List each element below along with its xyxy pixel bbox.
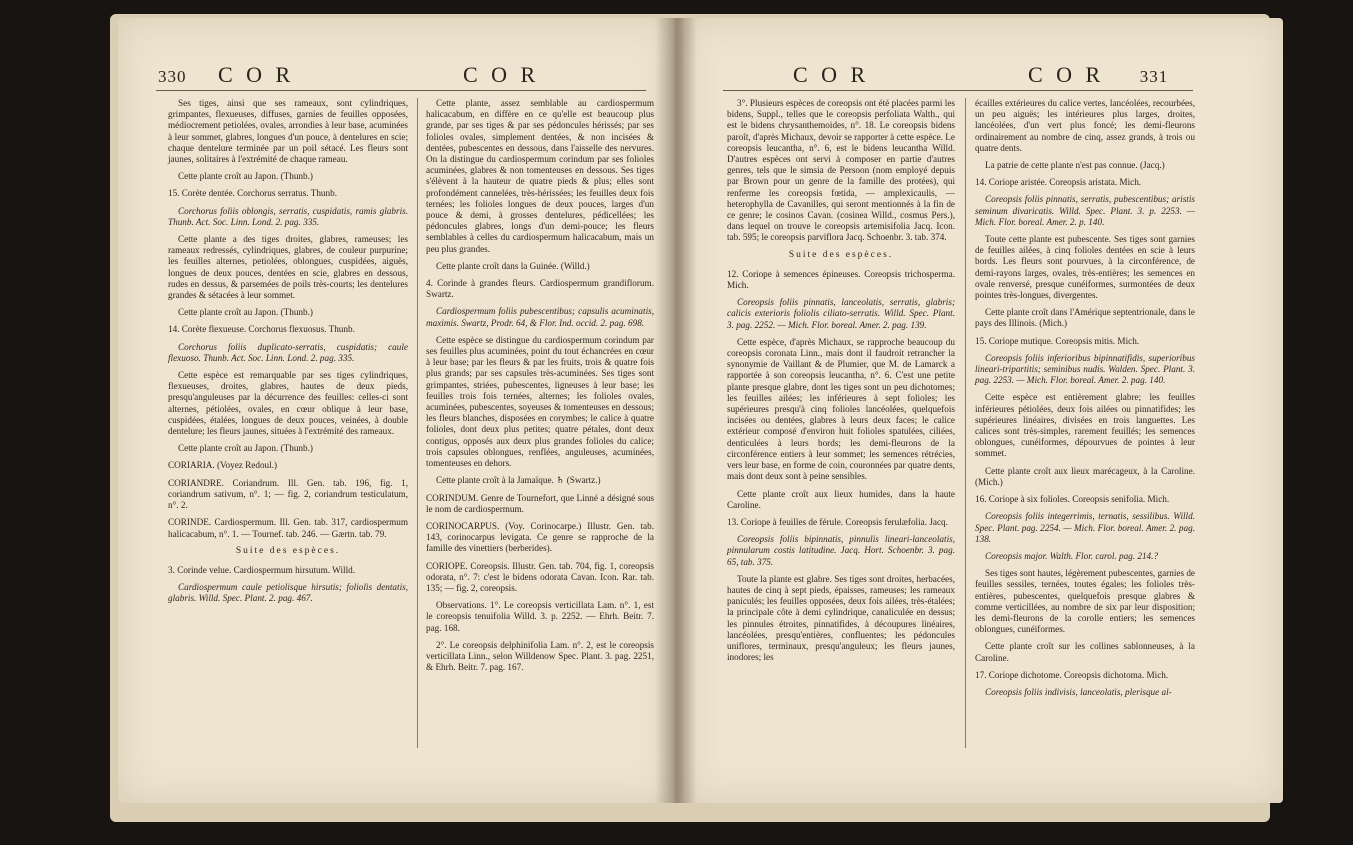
paragraph: Cardiospermum foliis pubescentibus; capsulis acuminatis, maximis. Swartz, Prodr. 64, & Flor. Ind. occid. 2. pag. 698. (426, 306, 654, 328)
header-rule (156, 90, 646, 91)
paragraph: CORIANDRE. Coriandrum. Ill. Gen. tab. 196, fig. 1, coriandrum sativum, n°. 1; — fig. 2, coriandrum testiculatum, n°. 2. (168, 477, 408, 511)
paragraph: CORINDE. Cardiospermum. Ill. Gen. tab. 317, cardiospermum halicacabum, n°. 1. — Tournef. tab. 246. — Gærtn. tab. 79. (168, 517, 408, 539)
header-rule (723, 90, 1193, 91)
column-divider (417, 98, 418, 748)
paragraph: Coreopsis foliis pinnatis, serratis, pubescentibus; aristis seminum divaricatis. Willd. Spec. Plant. 3. p. 2253. — Mich. Flor. boreal. Amer. 2. p. 140. (975, 194, 1195, 227)
paragraph: Cette plante croît au Japon. (Thunb.) (178, 307, 313, 318)
paragraph: Cette plante croît au Japon. (Thunb.) (178, 443, 313, 454)
paragraph: 14. Corète flexueuse. Corchorus flexuosus. Thunb. (168, 324, 355, 335)
paragraph: Cette plante croît aux lieux marécageux, à la Caroline. (Mich.) (975, 465, 1195, 487)
left-column-2 (426, 98, 654, 679)
paragraph: CORIARIA. (Voyez Redoul.) (168, 460, 278, 471)
paragraph: Cette espèce se distingue du cardiospermum corindum par ses feuilles plus acuminées, point du tout échancrées en cœur à leur base; par les fleurs & par les fruits, trois & quatre fois plus grands; par ses capsules très-acuminées. Ses tiges sont grimpantes, striées, pubescentes, ligneuses à leur base; les feuilles trois fois ternées, alternes; les folioles ovales, acuminées, pubescentes, soyeuses & tomenteuses en dessous; les fleurs blanches, disposées en corymbes; le calice à quatre folioles, dont deux plus petites; quatre pétales, dont deux contigus, opposés aux deux plus grandes folioles du calice; trois capsules oblongues, renflées, anguleuses, acuminées, tomenteuses en dehors. (426, 334, 654, 469)
paragraph: 3. Corinde velue. Cardiospermum hirsutum. Willd. (168, 564, 356, 575)
left-header-word-2: C O R (463, 62, 540, 87)
paragraph: Corchorus foliis oblongis, serratis, cuspidatis, ramis glabris. Thunb. Act. Soc. Linn. Lond. 2. pag. 335. (168, 205, 408, 227)
paragraph: écailles extérieures du calice vertes, lancéolées, recourbées, un peu aiguës; les intérieures plus larges, droites, lancéolées, d'un vert plus foncé; les demi-fleurons ordinairement au nombre de cinq, assez grands, à trois ou quatre dents. (975, 98, 1195, 153)
paragraph: Ses tiges, ainsi que ses rameaux, sont cylindriques, grimpantes, flexueuses, diffuses, garnies de feuilles opposées, médiocrement petiolées, ovales, arrondies à leur base, acuminées à leur sommet, glabres, longues d'un pouce, à dentelures en scie; chaque dentelure terminée par un poil sétacé. Les fleurs sont jaunes, solitaires à l'extrémité de chaque rameau. (168, 98, 408, 165)
paragraph: Coreopsis foliis indivisis, lanceolatis, plerisque al- (985, 686, 1172, 697)
paragraph: Cette plante, assez semblable au cardiospermum halicacabum, en diffère en ce qu'elle est beaucoup plus grande, par ses tiges & par ses pédoncules hérissés; par ses folioles ovales, simplement dentées, & non incisées & dentées, pubescentes en dessous, dans l'aisselle des nervures. On la distingue du cardiospermum corindum par ses folioles acuminées, glabres & non tomenteuses en dessous. Ses tiges s'élèvent à la hauteur de quatre pieds & plus; elles sont profondément cannelées, très-hérissées; les feuilles deux fois ternées; les folioles longues de deux pouces, larges d'un pouce & demi, à grosses dentelures, pédicellées; les pédoncules glabres, longs d'un demi-pouce; les fleurs semblables à celles du cardiospermum halicacabum, mais un peu plus grandes. (426, 98, 654, 254)
paragraph: Suite des espèces. (788, 249, 894, 260)
paragraph: Cette plante a des tiges droites, glabres, rameuses; les rameaux redressés, cylindriques, glabres, de couleur purpurine; les feuilles alternes, petiolées, oblongues, cuspidées, aiguës, longues de deux pouces, dentées en scie, glabres en dessous, rudes en dessus, & parsemées de poils très-courts; les dentelures grandes & sétacées à leur sommet. (168, 234, 408, 301)
paragraph: Coreopsis foliis pinnatis, lanceolatis, serratis, glabris; calicis exterioris foliolis ciliato-serratis. Willd. Spec. Plant. 3. pag. 2252. — Mich. Flor. boreal. Amer. 2. pag. 139. (727, 297, 955, 330)
right-header-word-2: C O R (1028, 62, 1105, 87)
paragraph: 2°. Le coreopsis delphinifolia Lam. n°. 2, est le coreopsis verticillata Linn., selon Willdenow Spec. Plant. 3. pag. 2251, & Ehrh. Beitr. 7. pag. 167. (426, 639, 654, 673)
paragraph: 17. Coriope dichotome. Coreopsis dichotoma. Mich. (975, 669, 1169, 680)
paragraph: 3°. Plusieurs espèces de coreopsis ont été placées parmi les bidens, Suppl., telles que le coreopsis perfoliata Walth., qui est le bidens chrysanthemoides, n°. 18. Le coreopsis bidens paroît, d'après Michaux, devoir se rapporter à cette espèce. Le coreopsis leucantha, n°. 6, est le bidens leucantha Willd. D'autres espèces ont servi à composer en partie d'autres genres, tels que le simsia de Persoon (nom employé depuis par Brown pour un genre de la famille des protées), qui renferme les coreopsis fœtida, — amplexicaulis, — heterophylla de Cavanilles, qui seront mentionnés à la fin de ce genre; le cosinos Cavan. (cosinea Willd., cosmus Pers.), dans lequel on trouve le coreopsis artemisifolia Jacq. Icon. tab. 595; le coreopsis parviflora Jacq. Schoenbr. 3. tab. 374. (727, 98, 955, 243)
column-divider (965, 98, 966, 748)
paragraph: 16. Coriope à six folioles. Coreopsis senifolia. Mich. (975, 494, 1170, 505)
paragraph: Cette plante croît aux lieux humides, dans la haute Caroline. (727, 488, 955, 510)
paragraph: Toute la plante est glabre. Ses tiges sont droites, herbacées, hautes de cinq à sept pieds, épaisses, rameuses; les rameaux paniculés; les feuilles opposées, deux fois ailées, très-étalées; la principale côte à demi cylindrique, canaliculée en dessus; les pinnules étroites, pinnatifides, à découpures linéaires, lancéolées, presqu'entières, confluentes; les pédoncules uniflores, terminaux, presqu'anguleux; les fleurs jaunes, inodores; les (727, 573, 955, 663)
paragraph: Cette plante croît sur les collines sablonneuses, à la Caroline. (975, 641, 1195, 663)
paragraph: Suite des espèces. (235, 545, 341, 556)
paragraph: Cette plante croît dans la Guinée. (Willd.) (436, 260, 590, 271)
paragraph: Coreopsis major. Walth. Flor. carol. pag. 214.? (985, 550, 1159, 561)
paragraph: 12. Coriope à semences épineuses. Coreopsis trichosperma. Mich. (727, 268, 955, 291)
paragraph: 15. Corète dentée. Corchorus serratus. Thunb. (168, 188, 337, 199)
paragraph: Cette plante croît au Japon. (Thunb.) (178, 171, 313, 182)
paragraph: Cette plante croît à la Jamaïque. ♄ (Swartz.) (436, 475, 601, 486)
left-column-1 (168, 98, 408, 611)
left-header-word: C O R (218, 62, 295, 87)
right-column-2 (975, 98, 1195, 704)
paragraph: Observations. 1°. Le coreopsis verticillata Lam. n°. 1, est le coreopsis tenuifolia Willd. 3. p. 2252. — Ehrh. Beitr. 7. pag. 168. (426, 600, 654, 633)
paragraph: Toute cette plante est pubescente. Ses tiges sont garnies de feuilles ailées, à cinq folioles dentées en scie à leurs bords. Les fleurs sont pourvues, à la circonférence, de demi-rayons larges, ovales, très-entières; les semences en ovale renversé, presque cunéiformes, surmontées de deux pointes très-longues, divergentes. (975, 234, 1195, 301)
paragraph: Corchorus foliis duplicato-serratis, cuspidatis; caule flexuoso. Thunb. Act. Soc. Linn. Lond. 2. pag. 335. (168, 341, 408, 363)
paragraph: Cette espèce est remarquable par ses tiges cylindriques, flexueuses, droites, glabres, hautes de deux pieds, presqu'anguleuses par la décurrence des feuilles: celles-ci sont alternes, pétiolées, ovales, en cœur oblique à leur base, cuspidées, étalées, longues de deux pouces, veinées, à double dentelure; les fleurs jaunes, situées à l'extrémité des rameaux. (168, 370, 408, 437)
paragraph: Cardiospermum caule petiolisque hirsutis; foliolis dentatis, glabris. Willd. Spec. Plant. 2. pag. 467. (168, 582, 408, 604)
paragraph: Cette espèce est entièrement glabre; les feuilles inférieures pétiolées, deux fois ailées ou pinnatifides; les supérieures linéaires, divisées en trois languettes. Les calices sont très-simples, rarement feuillés; les semences oblongues, cunéiformes, dépourvues de pointes à leur sommet. (975, 392, 1195, 459)
paragraph: Coreopsis foliis inferioribus bipinnatifidis, superioribus lineari-tripartitis; seminibus nudis. Walden. Spec. Plant. 3. pag. 2253. — Mich. Flor. boreal. Amer. 2. pag. 140. (975, 352, 1195, 386)
right-page (683, 18, 1283, 803)
paragraph: CORIOPE. Coreopsis. Illustr. Gen. tab. 704, fig. 1, coreopsis odorata, n°. 7: c'est le bidens odorata Cavan. Icon. Rar. tab. 135; — fig. 2, coreopsis. (426, 560, 654, 593)
paragraph: Cette espèce, d'après Michaux, se rapproche beaucoup du coreopsis coronata Linn., mais dont il faudroit retrancher la synonymie de Vaillant & de Plumier, que M. de Lamarck a rapportée à son coreopsis leucantha, n°. 6. C'est une petite plante presque glabre, dont les tiges sont un peu dichotomes; les feuilles ailées; les inférieures à sept folioles; les supérieures presqu'à cinq folioles lancéolées, quelquefois incisées ou dentées, glabres à leurs deux faces; le calice extérieur composé d'environ huit folioles spatulées, ciliées, denticulées à leurs bords; les demi-fleurons de la circonférence entiers à leur sommet; les semences rétrécies, vers leur base, en forme de coin, couronnées par quatre dents, mais dont deux sont à peine sensibles. (727, 336, 955, 482)
paragraph: 4. Corinde à grandes fleurs. Cardiospermum grandiflorum. Swartz. (426, 278, 654, 300)
right-page-number: 331 (1139, 67, 1169, 86)
paragraph: 15. Coriope mutique. Coreopsis mitis. Mich. (975, 335, 1140, 346)
left-page-header (158, 62, 294, 92)
paragraph: La patrie de cette plante n'est pas connue. (Jacq.) (985, 160, 1165, 171)
paragraph: CORINDUM. Genre de Tournefort, que Linné a désigné sous le nom de cardiospermum. (426, 492, 654, 514)
right-header-word: C O R (793, 62, 870, 87)
paragraph: 13. Coriope à feuilles de férule. Coreopsis ferulæfolia. Jacq. (727, 516, 948, 527)
paragraph: CORINOCARPUS. (Voy. Corinocarpe.) Illustr. Gen. tab. 143, corinocarpus levigata. Ce genre se rapproche de la famille des vinettiers (berberides). (426, 520, 654, 554)
left-page (118, 18, 673, 803)
left-page-number: 330 (158, 67, 187, 86)
paragraph: Coreopsis foliis integerrimis, ternatis, sessilibus. Willd. Spec. Plant. pag. 2254. — Mich. Flor. boreal. Amer. 2. pag. 138. (975, 511, 1195, 544)
right-column-1 (727, 98, 955, 669)
paragraph: 14. Coriope aristée. Coreopsis aristata. Mich. (975, 177, 1142, 188)
paragraph: Coreopsis foliis bipinnatis, pinnulis lineari-lanceolatis, pinnularum costis latitudine. Jacq. Hort. Schoenbr. 3. pag. 65, tab. 375. (727, 534, 955, 567)
paragraph: Cette plante croît dans l'Amérique septentrionale, dans le pays des Illinois. (Mich.) (975, 307, 1195, 329)
right-page-header (1028, 62, 1168, 92)
paragraph: Ses tiges sont hautes, légèrement pubescentes, garnies de feuilles sessiles, ternées, toutes égales; les folioles très-entières, pubescentes, quelquefois presque glabres & comme verticillées, au nombre de six par leur disposition; les demi-fleurons de la corolle entiers; les semences oblongues, cunéiformes. (975, 568, 1195, 635)
